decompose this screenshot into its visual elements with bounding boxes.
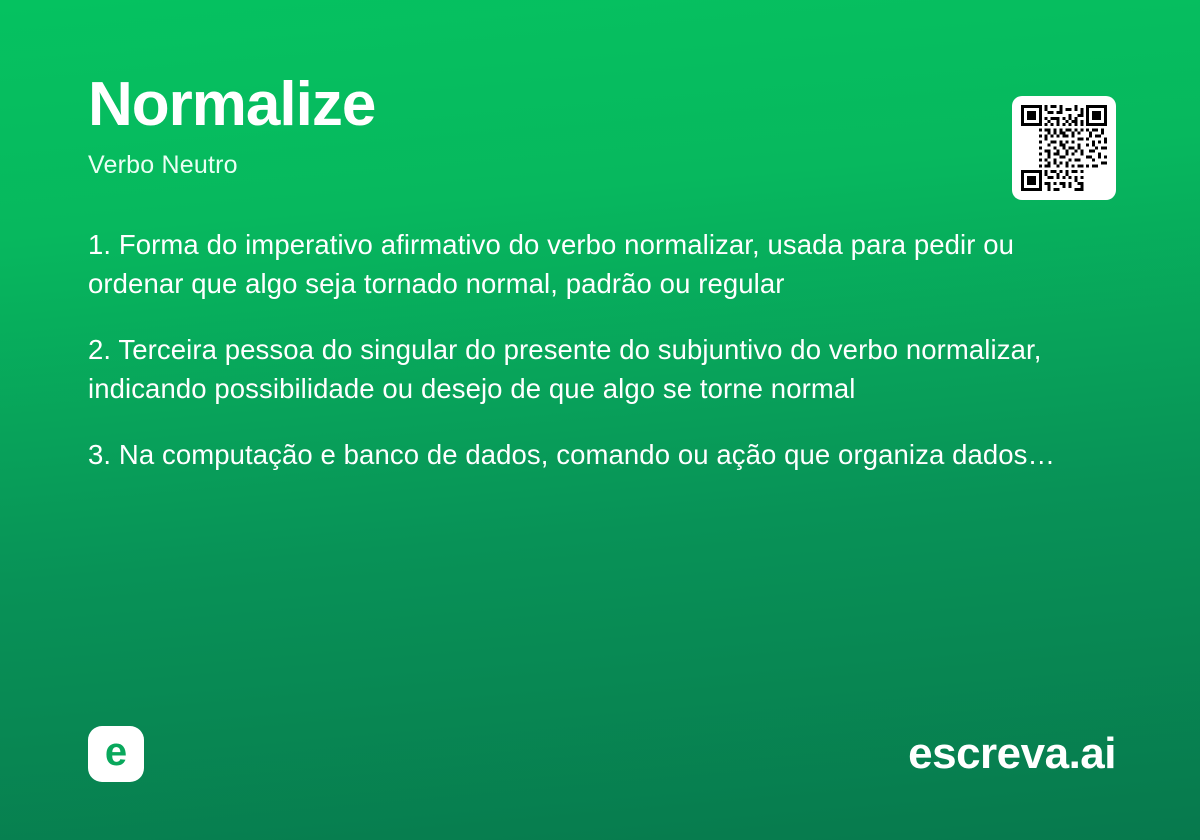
card-footer [88, 726, 1116, 782]
logo-letter: e [104, 730, 128, 774]
definition-item: 2. Terceira pessoa do singular do presente do subjuntivo do verbo normalizar, indicando possibilidade ou desejo de que algo se torne normal [88, 334, 1042, 404]
card-content [88, 72, 1116, 780]
qr-code-icon [1021, 105, 1107, 191]
definition-item: 3. Na computação e banco de dados, comando ou ação que organiza dados… [88, 439, 1056, 471]
definition-list [88, 226, 1098, 475]
brand-wordmark: escreva.ai [908, 729, 1116, 778]
definition-item: 1. Forma do imperativo afirmativo do verbo normalizar, usada para pedir ou ordenar que algo seja tornado normal, padrão ou regular [88, 229, 1015, 299]
part-of-speech-label: Verbo Neutro [88, 151, 238, 180]
qr-code-container[interactable] [1012, 96, 1116, 200]
logo-badge [88, 726, 144, 782]
page-title: Normalize [88, 70, 376, 139]
